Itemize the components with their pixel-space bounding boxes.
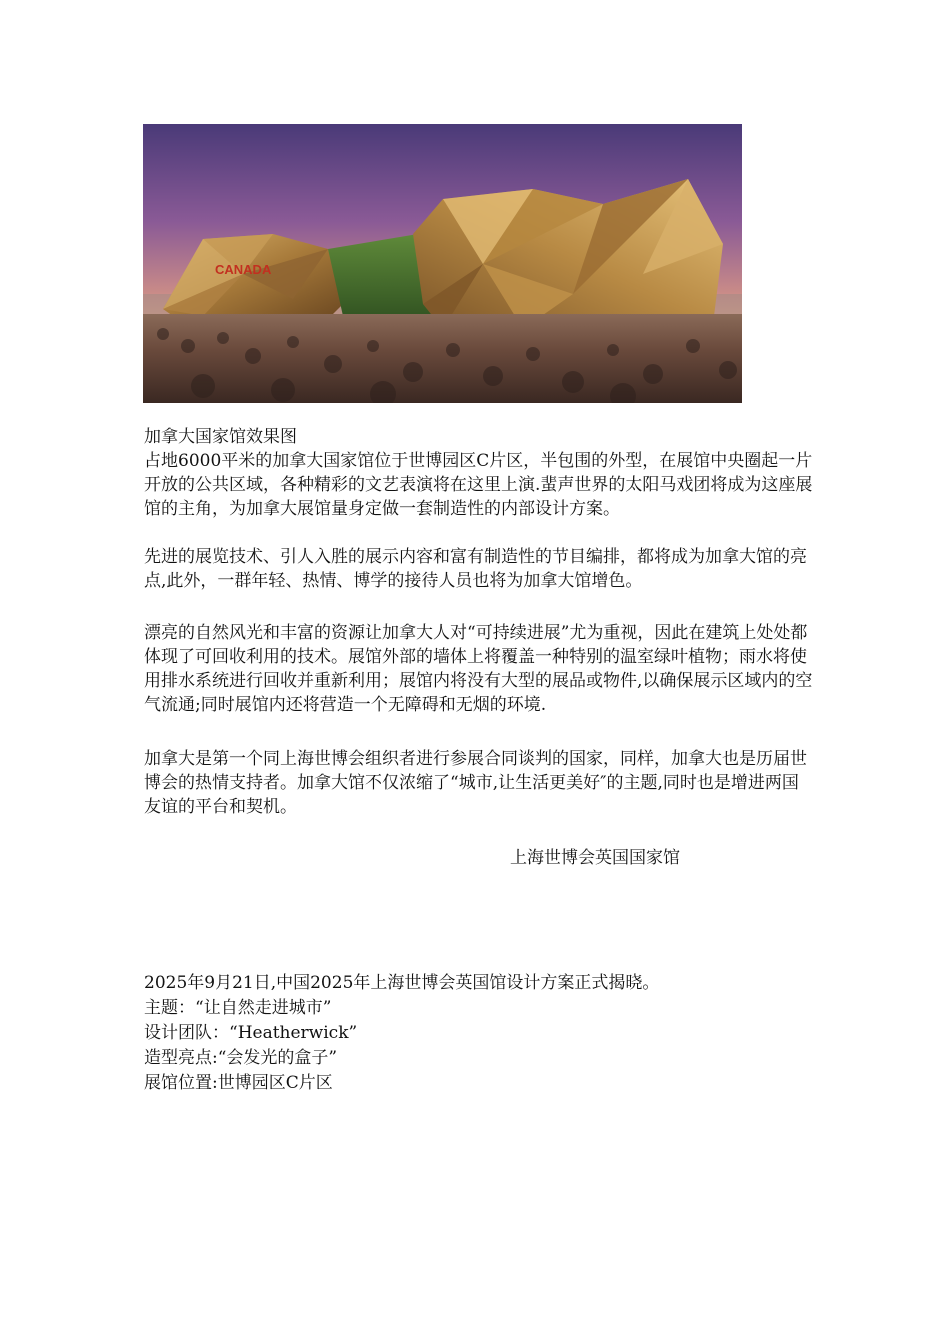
signature: 上海世博会英国国家馆 — [510, 848, 680, 868]
info-line-highlight: 造型亮点:“会发光的盒子” — [144, 1048, 338, 1068]
paragraph-overview: 占地6000平米的加拿大国家馆位于世博园区C片区，半包围的外型，在展馆中央圈起一片开放的公共区域，各种精彩的文艺表演将在这里上演.蜚声世界的太阳马戏团将成为这座展馆的主角，为加拿大展馆量身定做一套制造性的内部设计方案。 — [144, 451, 813, 519]
paragraph-sustainability: 漂亮的自然风光和丰富的资源让加拿大人对“可持续进展”尤为重视，因此在建筑上处处都体现了可回收利用的技术。展馆外部的墙体上将覆盖一种特别的温室绿叶植物；雨水将使用排水系统进行回收并重新利用；展馆内将没有大型的展品或物件,以确保展示区域内的空气流通;同时展馆内还将营造一个无障碍和无烟的环境. — [144, 623, 813, 715]
info-line-location: 展馆位置:世博园区C片区 — [144, 1073, 333, 1093]
paragraph-support: 加拿大是第一个同上海世博会组织者进行参展合同谈判的国家，同样，加拿大也是历届世博会的热情支持者。加拿大馆不仅浓缩了“城市,让生活更美好″的主题,同时也是增进两国友谊的平台和契机。 — [144, 749, 807, 817]
info-line-theme: 主题：“让自然走进城市” — [144, 998, 332, 1018]
image-caption: 加拿大国家馆效果图 — [144, 427, 297, 447]
paragraph-highlights: 先进的展览技术、引人入胜的展示内容和富有制造性的节目编排，都将成为加拿大馆的亮点,此外，一群年轻、热情、博学的接待人员也将为加拿大馆增色。 — [144, 547, 807, 591]
uk-pavilion-info — [144, 971, 814, 1096]
info-line-design-team: 设计团队：“Heatherwick” — [144, 1023, 358, 1043]
info-line-announcement: 2025年9月21日,中国2025年上海世博会英国馆设计方案正式揭晓。 — [144, 973, 660, 993]
canada-sign: CANADA — [215, 262, 272, 277]
canada-pavilion-rendering — [143, 124, 742, 403]
